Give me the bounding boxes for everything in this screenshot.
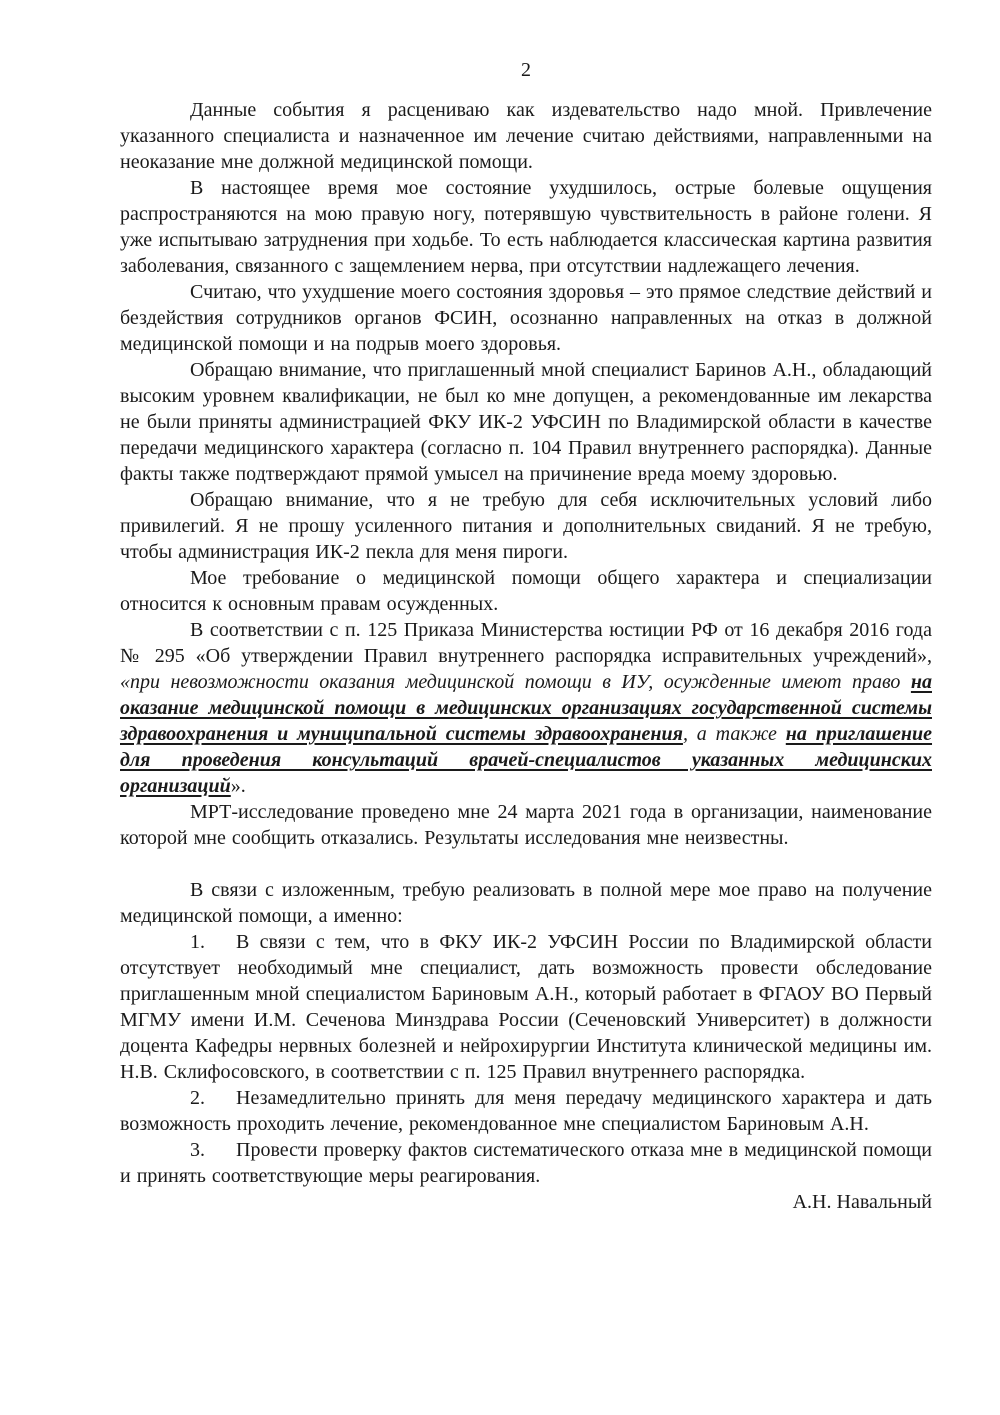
paragraph-legal-quote (120, 617, 932, 799)
paragraph-barinov-denied: Обращаю внимание, что приглашенный мной специалист Баринов А.Н., обладающий высоким уровнем квалификации, не был ко мне допущен, а рекомендованные им лекарства не были приняты администрацией ФКУ ИК-2 УФСИН по Владимирской области в качестве передачи медицинского характера (согласно п. 104 Правил внутреннего распорядка). Данные факты также подтверждают прямой умысел на причинение вреда моему здоровью. (120, 359, 932, 485)
paragraph-no-privileges: Обращаю внимание, что я не требую для себя исключительных условий либо привилегий. Я не прошу усиленного питания и дополнительных свиданий. Я не требую, чтобы администрация ИК-2 пекла для меня пироги. (120, 489, 932, 563)
legal-quote-connector: , а также (682, 723, 786, 745)
legal-quote-close: ». (230, 775, 246, 797)
demand-3-text: Провести проверку фактов систематического отказа мне в медицинской помощи и принять соответствующие меры реагирования. (120, 1139, 932, 1187)
demand-1-number: 1. (190, 931, 205, 953)
demand-item-1 (120, 929, 932, 1085)
paragraph-basic-rights: Мое требование о медицинской помощи общего характера и специализации относится к основным правам осужденных. (120, 567, 932, 615)
signature-name: А.Н. Навальный (792, 1191, 932, 1213)
demand-3-number: 3. (190, 1139, 205, 1161)
demand-item-2 (120, 1085, 932, 1137)
paragraph-demands-intro: В связи с изложенным, требую реализовать в полной мере мое право на получение медицинской помощи, а именно: (120, 879, 932, 927)
paragraph-mrt: МРТ-исследование проведено мне 24 марта 2021 года в организации, наименование которой мне сообщить отказались. Результаты исследования мне неизвестны. (120, 801, 932, 849)
demand-2-number: 2. (190, 1087, 205, 1109)
paragraph-health-condition: В настоящее время мое состояние ухудшилось, острые болевые ощущения распространяются на мою правую ногу, потерявшую чувствительность в районе голени. Я уже испытываю затруднения при ходьбе. То есть наблюдается классическая картина развития заболевания, связанного с защемлением нерва, при отсутствии надлежащего лечения. (120, 177, 932, 277)
page-number: 2 (521, 59, 531, 81)
legal-quote-highlight-2: на приглашение для проведения консультаций врачей-специалистов указанных медицинских организаций (120, 723, 933, 797)
legal-quote-highlight-1: на оказание медицинской помощи в медицинских организациях государственной системы здравоохранения и муниципальной системы здравоохранения (120, 671, 932, 745)
paragraph-fsin-conclusion: Считаю, что ухудшение моего состояния здоровья – это прямое следствие действий и бездействия сотрудников органов ФСИН, осознанно направленных на отказ в должной медицинской помощи и на подрыв моего здоровья. (120, 281, 932, 355)
demand-1-text: В связи с тем, что в ФКУ ИК-2 УФСИН России по Владимирской области отсутствует необходимый мне специалист, дать возможность провести обследование приглашенным мной специалистом Бариновым А.Н., который работает в ФГАОУ ВО Первый МГМУ имени И.М. Сеченова Минздрава России (Сеченовский Университет) в должности доцента Кафедры нервных болезней и нейрохирургии Института клинической медицины им. Н.В. Склифосовского, в соответствии с п. 125 Правил внутреннего распорядка. (120, 931, 932, 1083)
demand-2-text: Незамедлительно принять для меня передачу медицинского характера и дать возможность проходить лечение, рекомендованное мне специалистом Бариновым А.Н. (120, 1087, 932, 1135)
demand-item-3 (120, 1137, 932, 1189)
legal-quote-intro: В соответствии с п. 125 Приказа Министерства юстиции РФ от 16 декабря 2016 года № 295 «Об утверждении Правил внутреннего распорядка исправительных учреждений», (120, 619, 932, 667)
legal-quote-open: «при невозможности оказания медицинской помощи в ИУ, осужденные имеют право (120, 671, 911, 693)
paragraph-events-assessment: Данные события я расцениваю как издевательство надо мной. Привлечение указанного специалиста и назначенное им лечение считаю действиями, направленными на неоказание мне должной медицинской помощи. (120, 99, 932, 173)
